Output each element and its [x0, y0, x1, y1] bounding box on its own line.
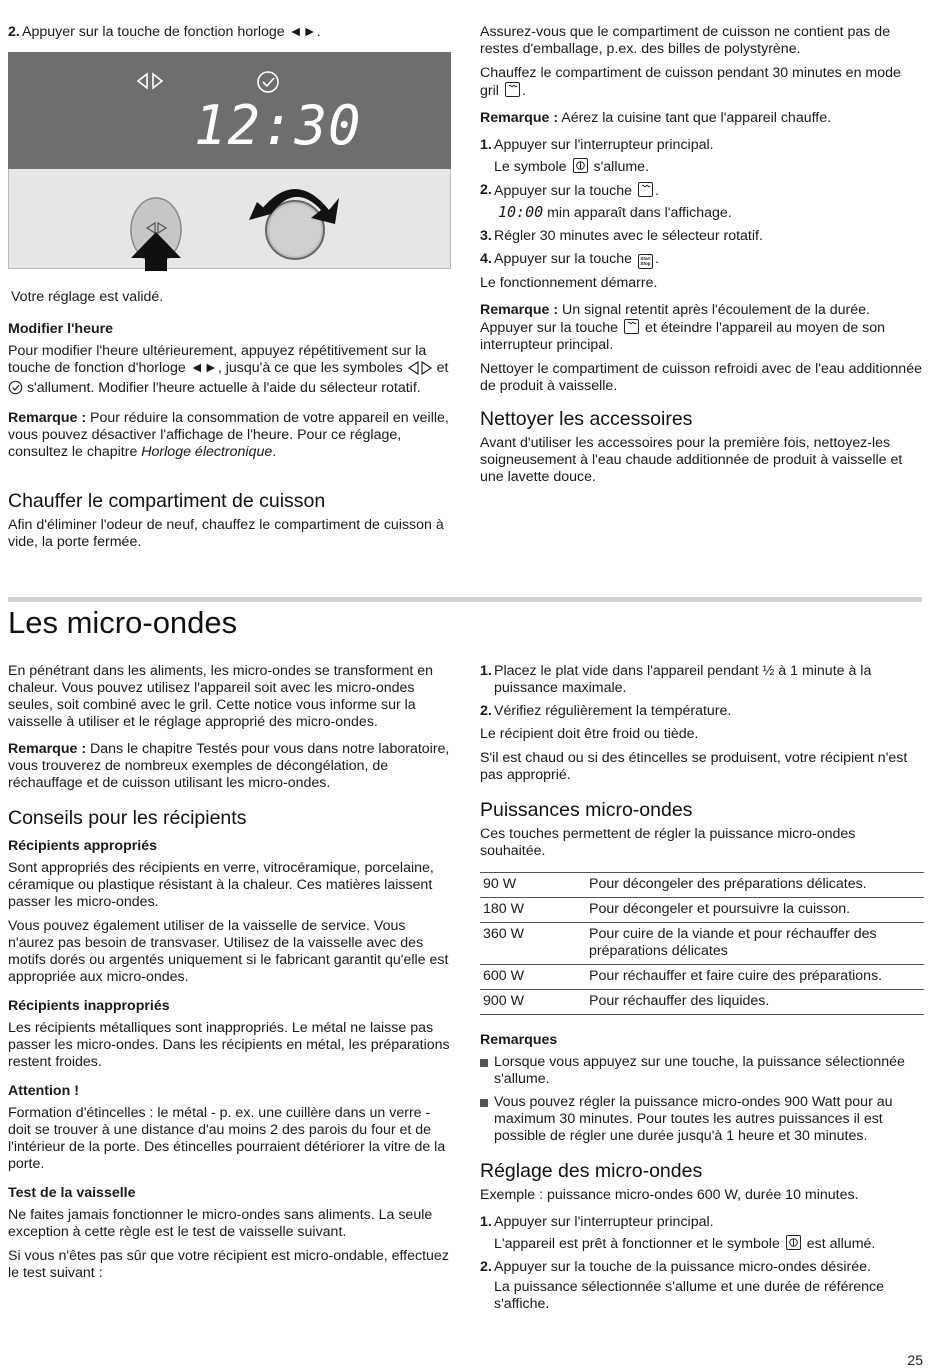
power-cell: 180 W — [480, 898, 586, 923]
remarque-label: Remarque : — [8, 410, 87, 426]
bullet-text: Vous pouvez régler la puissance micro-ondes 900 Watt pour au maximum 30 minutes. Pour toutes les autres puissances il est possible de régler une durée jusqu'à 1 heure et 30 minutes. — [494, 1094, 893, 1144]
power-on-icon — [573, 158, 588, 173]
list-item — [480, 1094, 924, 1145]
remarque-text: Pour réduire la consommation de votre appareil en veille, vous pouvez désactiver l'affichage de l'heure. Pour ce réglage, consultez le chapitre — [8, 410, 449, 460]
control-panel-illustration — [8, 52, 451, 269]
table-row — [480, 990, 924, 1015]
cont-text-a: L'appareil est prêt à fonctionner et le symbole — [494, 1236, 780, 1252]
bullet-icon — [480, 1054, 494, 1088]
modifier-heading: Modifier l'heure — [8, 321, 114, 337]
modifier-section — [8, 321, 453, 468]
step-text: Appuyer sur l'interrupteur principal. — [494, 1214, 714, 1230]
remarque-signal — [480, 302, 922, 354]
rotary-selector-knob — [266, 201, 324, 259]
grill-icon — [505, 82, 520, 97]
step-3 — [480, 228, 922, 245]
reglage-step-1 — [480, 1214, 924, 1253]
remarque-aerate — [480, 110, 922, 127]
table-row — [480, 898, 924, 923]
chauffer-heading: Chauffer le compartiment de cuisson — [8, 490, 326, 512]
panel-controls — [9, 52, 452, 152]
bullet-text: Lorsque vous appuyez sur une touche, la puissance sélectionnée s'allume. — [494, 1054, 905, 1087]
puissances-heading: Puissances micro-ondes — [480, 799, 693, 821]
step-1 — [480, 137, 922, 176]
test-result-2: S'il est chaud ou si des étincelles se produisent, votre récipient n'est pas approprié. — [480, 750, 908, 783]
appropries-heading: Récipients appropriés — [8, 838, 158, 854]
remarque-text: Dans le chapitre Testés pour vous dans notre laboratoire, vous trouverez de nombreux exemples de décongélation, de réchauffage et de cuisson utilisant les micro-ondes. — [8, 741, 450, 791]
desc-cell: Pour réchauffer et faire cuire des préparations. — [586, 965, 924, 990]
reglage-heading: Réglage des micro-ondes — [480, 1160, 703, 1182]
puissances-text: Ces touches permettent de régler la puissance micro-ondes souhaitée. — [480, 826, 856, 859]
power-cell: 90 W — [480, 873, 586, 898]
packaging-note: Assurez-vous que le compartiment de cuisson ne contient pas de restes d'emballage, p.ex. des billes de polystyrène. — [480, 24, 891, 57]
step-number: 2. — [480, 1259, 492, 1275]
step-2 — [8, 24, 453, 47]
bullet-icon — [480, 1094, 494, 1145]
step-number: 2. — [480, 182, 492, 198]
step-text-end: . — [654, 251, 659, 267]
modifier-paragraph — [8, 343, 453, 400]
test-result-1: Le récipient doit être froid ou tiède. — [480, 726, 699, 742]
step-continuation — [494, 204, 922, 222]
chauffer-text: Afin d'éliminer l'odeur de neuf, chauffez le compartiment de cuisson à vide, la porte fermée. — [8, 517, 444, 550]
reglage-step-2 — [480, 1259, 924, 1313]
micro-right-column — [480, 663, 924, 1319]
desc-cell: Pour cuire de la viande et pour réchauffer des préparations délicates — [586, 923, 924, 965]
attention-heading: Attention ! — [8, 1083, 79, 1099]
step-number: 2. — [8, 24, 20, 40]
validated-text: Votre réglage est validé. — [11, 289, 164, 305]
chauffer-section — [8, 489, 453, 558]
desc-cell: Pour décongeler des préparations délicates. — [586, 873, 924, 898]
step-text: Appuyer sur la touche — [494, 183, 633, 199]
display-readout: 10:00 — [498, 203, 544, 221]
power-cell: 360 W — [480, 923, 586, 965]
step-text: Régler 30 minutes avec le sélecteur rotatif. — [494, 228, 763, 244]
remarque-chapter-ref: Horloge électronique — [141, 444, 273, 460]
appropries-p2: Vous pouvez également utiliser de la vaisselle de service. Vous n'aurez pas besoin de transvaser. Utilisez de la vaisselle avec des motifs dorés ou argentés uniquement si le fabricant garantit qu'elle est appropriée aux micro-ondes. — [8, 918, 449, 985]
fonctionnement-text: Le fonctionnement démarre. — [480, 275, 658, 291]
step-number: 1. — [480, 663, 492, 679]
modifier-text-a: Pour modifier l'heure ultérieurement, appuyez répétitivement sur la touche de fonction d'horloge ◄►, jusqu'à ce que les symboles — [8, 343, 427, 376]
display-time: 12:30 — [194, 94, 362, 157]
cont-text-b: est allumé. — [806, 1236, 876, 1252]
nettoyer-text: Nettoyer le compartiment de cuisson refroidi avec de l'eau additionnée de produit à vaisselle. — [480, 361, 922, 394]
step-continuation — [494, 1235, 924, 1253]
micro-left-column — [8, 663, 455, 1289]
inappropries-text: Les récipients métalliques sont inappropriés. Le métal ne laisse pas passer les micro-ondes. Dans les récipients en métal, les préparations restent froides. — [8, 1020, 450, 1070]
step-number: 3. — [480, 228, 492, 244]
step-text: Appuyer sur la touche de fonction horloge ◄►. — [22, 24, 321, 40]
step-text-end: . — [654, 183, 659, 199]
preheat-end: . — [521, 83, 526, 99]
preheat-paragraph — [480, 65, 922, 100]
table-row — [480, 873, 924, 898]
step-4 — [480, 251, 922, 269]
timer-icon — [8, 380, 23, 400]
section-divider — [8, 597, 481, 602]
step-continuation — [494, 158, 922, 176]
cont-text-b: min apparaît dans l'affichage. — [547, 205, 732, 221]
cont-text-a: Le symbole — [494, 159, 567, 175]
test-step-2 — [480, 703, 924, 720]
attention-text: Formation d'étincelles : le métal - p. ex. une cuillère dans un verre - doit se trouver à une distance d'au moins 2 des parois du four et de l'intérieur de la porte. Des étincelles pourraient détériorer la vitre de la porte. — [8, 1105, 446, 1172]
step-text: Appuyer sur la touche de la puissance micro-ondes désirée. — [494, 1259, 871, 1275]
step-continuation: La puissance sélectionnée s'allume et une durée de référence s'affiche. — [494, 1279, 884, 1312]
panel-lower — [8, 169, 451, 269]
step-text: Appuyer sur la touche — [494, 251, 633, 267]
step-number: 4. — [480, 251, 492, 267]
remarque-end: . — [272, 444, 277, 460]
desc-cell: Pour réchauffer des liquides. — [586, 990, 924, 1015]
power-cell: 600 W — [480, 965, 586, 990]
accessoires-text: Avant d'utiliser les accessoires pour la première fois, nettoyez-les soigneusement à l'eau chaude additionnée de produit à vaisselle et une lavette douce. — [480, 435, 903, 485]
table-row — [480, 965, 924, 990]
accessoires-heading: Nettoyer les accessoires — [480, 408, 693, 430]
clock-arrows-icon — [407, 361, 433, 380]
micro-intro: En pénétrant dans les aliments, les micro-ondes se transforment en chaleur. Vous pouvez utilisez l'appareil soit avec les micro-ondes seules, soit combiné avec le gril. Cette notice vous informe sur la vaisselle à utiliser et le réglage approprié des micro-ondes. — [8, 663, 434, 730]
step-number: 1. — [480, 1214, 492, 1230]
step-text: Vérifiez régulièrement la température. — [494, 703, 732, 719]
page-number: 25 — [907, 1352, 923, 1368]
remarque-text-b: et éteindre l'appareil au moyen de son interrupteur principal. — [480, 320, 886, 353]
remarque-label: Remarque : — [8, 741, 87, 757]
page-title: Les micro-ondes — [8, 605, 238, 640]
grill-icon — [624, 319, 639, 334]
remarque-label: Remarque : — [480, 302, 559, 318]
list-item — [480, 1054, 924, 1088]
power-cell: 900 W — [480, 990, 586, 1015]
cont-text-b: s'allume. — [593, 159, 650, 175]
conseils-heading: Conseils pour les récipients — [8, 807, 247, 829]
step-2 — [480, 182, 922, 222]
modifier-text-b: et — [436, 360, 449, 376]
modifier-text-c: s'allument. Modifier l'heure actuelle à l'aide du sélecteur rotatif. — [26, 380, 421, 396]
step-text: Placez le plat vide dans l'appareil pendant ½ à 1 minute à la puissance maximale. — [494, 663, 872, 696]
test-heading: Test de la vaisselle — [8, 1185, 136, 1201]
desc-cell: Pour décongeler et poursuivre la cuisson. — [586, 898, 924, 923]
step-number: 1. — [480, 137, 492, 153]
test-step-1 — [480, 663, 924, 697]
power-on-icon — [786, 1235, 801, 1250]
appropries-p1: Sont appropriés des récipients en verre, vitrocéramique, porcelaine, céramique ou plastique résistant à la chaleur. Ces matières laissent passer les micro-ondes. — [8, 860, 434, 910]
step-number: 2. — [480, 703, 492, 719]
grill-icon — [638, 182, 653, 197]
preheat-text: Chauffez le compartiment de cuisson pendant 30 minutes en mode gril — [480, 65, 901, 99]
remarque-text-a: Un signal retentit après l'écoulement de la durée. Appuyer sur la touche — [480, 302, 870, 336]
inappropries-heading: Récipients inappropriés — [8, 998, 170, 1014]
right-top-column — [480, 24, 922, 493]
power-table — [480, 872, 924, 1015]
reglage-text: Exemple : puissance micro-ondes 600 W, durée 10 minutes. — [480, 1187, 859, 1203]
step-text: Appuyer sur l'interrupteur principal. — [494, 137, 714, 153]
test-p1: Ne faites jamais fonctionner le micro-ondes sans aliments. La seule exception à cette règle est le test de vaisselle suivant. — [8, 1207, 433, 1240]
test-p2: Si vous n'êtes pas sûr que votre récipient est micro-ondable, effectuez le test suivant : — [8, 1248, 449, 1281]
remarque-paragraph — [8, 410, 453, 461]
section-divider-right — [481, 597, 922, 602]
remarques-heading: Remarques — [480, 1032, 558, 1048]
table-row — [480, 923, 924, 965]
micro-remarque — [8, 741, 455, 792]
remarque-text: Aérez la cuisine tant que l'appareil chauffe. — [561, 110, 832, 126]
start-stop-icon: Start Stop — [638, 254, 653, 269]
remarque-label: Remarque : — [480, 110, 559, 126]
